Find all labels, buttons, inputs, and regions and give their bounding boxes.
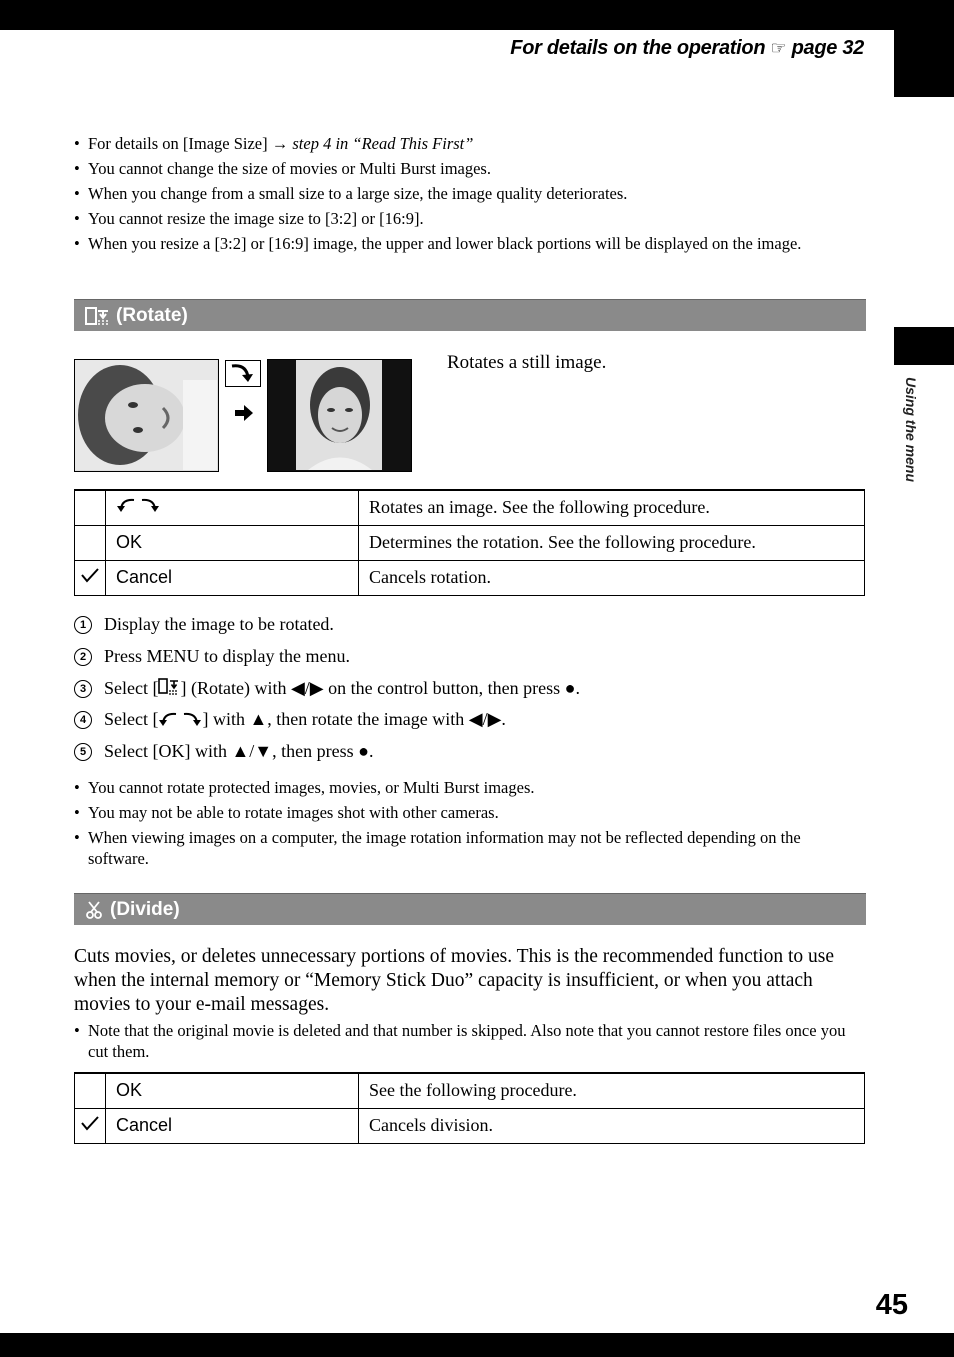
bottom-bar xyxy=(0,1333,954,1357)
photo-before-rotation xyxy=(74,359,219,472)
rotate-notes xyxy=(74,777,864,873)
check-cell xyxy=(75,1073,106,1108)
option-name xyxy=(106,490,359,525)
note-item: • When you change from a small size to a large size, the image quality deteriorates. xyxy=(74,183,864,204)
divide-options-table xyxy=(74,1072,865,1144)
arrow-right-icon xyxy=(233,403,255,428)
corner-tab xyxy=(894,30,954,97)
step-item: 4 Select [ ] with ▲, then rotate the image with ◀/▶. xyxy=(74,709,506,730)
option-name: Cancel xyxy=(106,1108,359,1143)
divide-section-title: (Divide) xyxy=(110,898,180,920)
table-row xyxy=(75,490,865,525)
option-name: OK xyxy=(106,1073,359,1108)
rotate-steps xyxy=(74,614,864,774)
arrow-icon: → xyxy=(271,134,289,153)
side-tab xyxy=(894,327,954,365)
rotate-arrows-icon xyxy=(116,496,160,514)
rotate-options-table xyxy=(74,489,865,596)
rotate-menu-icon xyxy=(84,305,110,327)
option-description: Cancels division. xyxy=(359,1108,865,1143)
note-item: • For details on [Image Size] → step 4 in “Read This First” xyxy=(74,133,864,154)
checkmark-icon xyxy=(80,1115,100,1131)
section-side-label: Using the menu xyxy=(903,377,919,483)
divide-description: Cuts movies, or deletes unnecessary portions of movies. This is the recommended function to use when the internal memory or “Memory Stick Duo” capacity is insufficient, or when you attach movies to your e-mail messages. xyxy=(74,946,834,1015)
rotate-caption: Rotates a still image. xyxy=(447,352,607,373)
table-row xyxy=(75,560,865,595)
step-item: 2 Press MENU to display the menu. xyxy=(74,646,350,667)
photo-after-rotation xyxy=(267,359,412,472)
divide-section-header xyxy=(74,893,866,925)
checkmark-icon xyxy=(80,567,100,583)
intro-notes xyxy=(74,133,864,258)
note-item: • When viewing images on a computer, the image rotation information may not be reflected depending on the software. xyxy=(74,827,864,869)
page-number: 45 xyxy=(875,1289,908,1321)
table-row xyxy=(75,525,865,560)
step-item: 3 Select [ ] (Rotate) with ◀/▶ on the control button, then press ●. xyxy=(74,677,580,699)
rotate-section-title: (Rotate) xyxy=(116,304,188,326)
check-cell xyxy=(75,490,106,525)
scissors-icon xyxy=(84,899,104,921)
page-reference-page: page 32 xyxy=(791,37,864,59)
check-cell xyxy=(75,560,106,595)
check-cell xyxy=(75,525,106,560)
option-name: OK xyxy=(106,525,359,560)
step-number: 3 xyxy=(74,680,92,698)
page-reference-text: For details on the operation xyxy=(510,37,766,59)
rotate-arrows-icon xyxy=(158,710,202,728)
note-item: • Note that the original movie is deleted and that number is skipped. Also note that you cannot restore files once you cut them. xyxy=(74,1020,864,1062)
note-item: • When you resize a [3:2] or [16:9] image, the upper and lower black portions will be displayed on the image. xyxy=(74,233,864,254)
step-number: 2 xyxy=(74,648,92,666)
check-cell xyxy=(75,1108,106,1143)
option-name: Cancel xyxy=(106,560,359,595)
divide-notes xyxy=(74,1020,864,1066)
note-item: • You may not be able to rotate images shot with other cameras. xyxy=(74,802,864,823)
rotate-menu-icon xyxy=(158,677,180,697)
note-item: • You cannot resize the image size to [3:2] or [16:9]. xyxy=(74,208,864,229)
page-reference xyxy=(510,37,864,60)
option-description: Rotates an image. See the following procedure. xyxy=(359,490,865,525)
hand-pointer-icon: ☞ xyxy=(770,38,787,58)
top-bar xyxy=(0,0,954,30)
step-item: 5 Select [OK] with ▲/▼, then press ●. xyxy=(74,741,373,762)
step-number: 1 xyxy=(74,616,92,634)
step-number: 4 xyxy=(74,711,92,729)
table-row xyxy=(75,1108,865,1143)
note-item: • You cannot change the size of movies or Multi Burst images. xyxy=(74,158,864,179)
step-number: 5 xyxy=(74,743,92,761)
rotate-section-header xyxy=(74,299,866,331)
option-description: Determines the rotation. See the following procedure. xyxy=(359,525,865,560)
option-description: Cancels rotation. xyxy=(359,560,865,595)
table-row xyxy=(75,1073,865,1108)
note-item: • You cannot rotate protected images, movies, or Multi Burst images. xyxy=(74,777,864,798)
option-description: See the following procedure. xyxy=(359,1073,865,1108)
step-item: 1 Display the image to be rotated. xyxy=(74,614,334,635)
rotate-clockwise-icon xyxy=(225,360,261,387)
